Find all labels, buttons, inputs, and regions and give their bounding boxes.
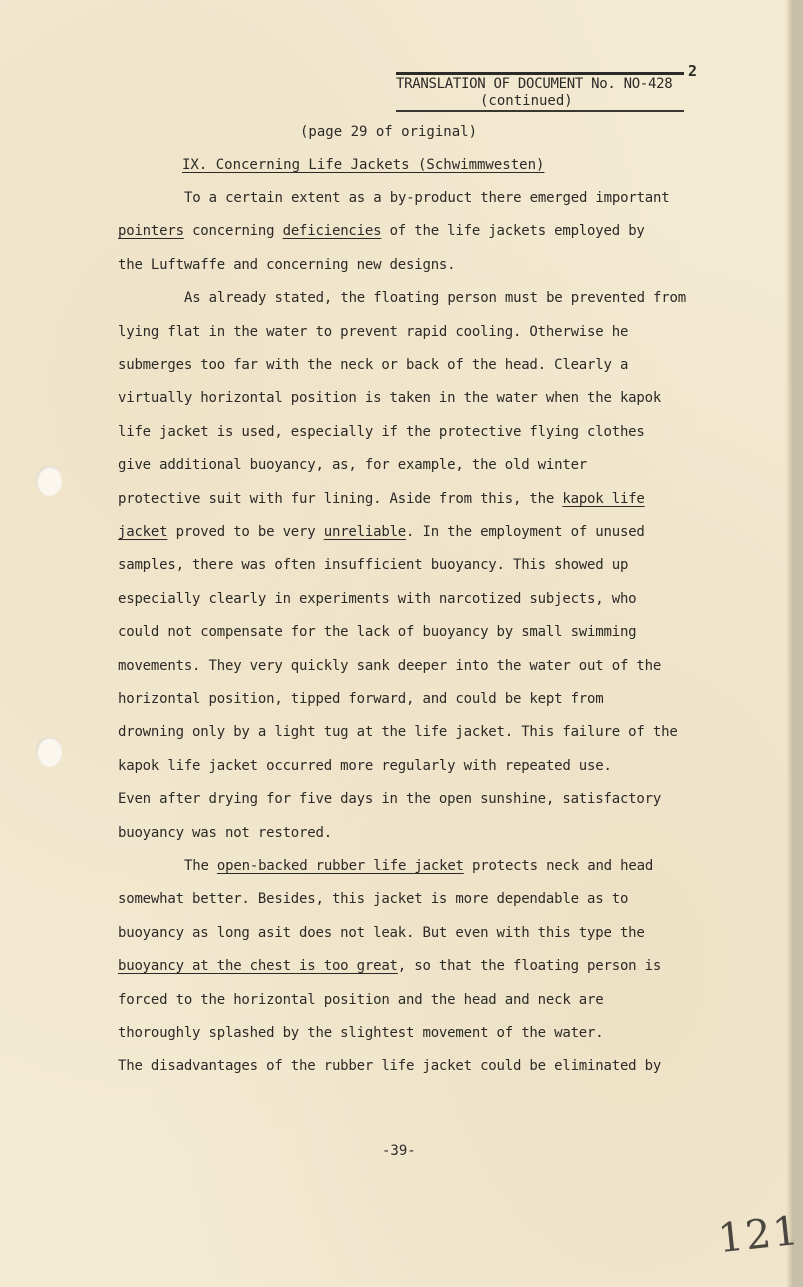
underlined-phrase: deficiencies — [282, 223, 382, 240]
underlined-phrase: jacket — [118, 524, 168, 540]
body-line — [118, 992, 604, 1008]
underlined-phrase: buoyancy at the chest is too great — [118, 958, 398, 975]
text-run: , so that the floating person is — [397, 958, 662, 975]
document-subtitle: (continued) — [480, 93, 573, 109]
body-line — [118, 658, 661, 674]
section-heading: IX. Concerning Life Jackets (Schwimmwesten) — [182, 157, 545, 173]
page-number: -39- — [382, 1143, 416, 1159]
body-line — [118, 758, 612, 774]
underlined-phrase: open-backed rubber life jacket — [216, 858, 464, 874]
document-title: TRANSLATION OF DOCUMENT No. NO-428 — [396, 76, 673, 92]
text-run: thoroughly splashed by the slightest movement of the water. — [118, 1025, 604, 1041]
text-run: forced to the horizontal position and the head and neck are — [118, 991, 604, 1008]
body-line — [118, 825, 332, 841]
body-line — [118, 324, 628, 340]
header-rule-bottom — [396, 110, 684, 112]
text-run: protects neck and head — [463, 858, 654, 874]
page-mark: 2 — [688, 62, 698, 80]
body-line — [118, 958, 661, 974]
body-line — [118, 591, 636, 607]
body-line — [118, 524, 645, 540]
body-line — [118, 223, 645, 239]
text-run: Even after drying for five days in the open sunshine, satisfactory — [118, 791, 662, 808]
body-line — [118, 891, 628, 907]
body-line — [118, 390, 661, 406]
body-line — [118, 1025, 604, 1041]
text-run: submerges too far with the neck or back of the head. Clearly a — [118, 357, 629, 373]
original-page-reference: (page 29 of original) — [300, 124, 478, 140]
body-line — [118, 557, 628, 573]
body-line — [184, 290, 686, 306]
body-line — [118, 424, 645, 440]
text-run: horizontal position, tipped forward, and could be kept from — [118, 691, 604, 707]
body-line — [184, 858, 653, 874]
text-run: could not compensate for the lack of buoyancy by small swimming — [118, 624, 637, 641]
text-run: To a certain extent as a by-product there emerged important — [184, 190, 670, 206]
body-line — [118, 624, 636, 640]
text-run: lying flat in the water to prevent rapid cooling. Otherwise he — [118, 323, 629, 340]
body-line — [184, 190, 670, 206]
text-run: concerning — [183, 223, 283, 240]
punch-hole-lower — [36, 737, 62, 767]
text-run: drowning only by a light tug at the life jacket. This failure of the — [118, 724, 678, 741]
text-run: As already stated, the floating person must be prevented from — [184, 290, 686, 307]
text-run: somewhat better. Besides, this jacket is more dependable as to — [118, 891, 629, 908]
text-run: life jacket is used, especially if the protective flying clothes — [118, 423, 645, 440]
body-line — [118, 491, 645, 507]
body-line — [118, 1058, 661, 1074]
body-line — [118, 357, 628, 373]
text-run: protective suit with fur lining. Aside from this, the — [118, 490, 563, 507]
body-line — [118, 457, 587, 473]
punch-hole-upper — [36, 466, 62, 496]
text-run: buoyancy was not restored. — [118, 824, 332, 841]
page-edge-shadow — [786, 0, 792, 1287]
body-line — [118, 691, 604, 707]
underlined-phrase: pointers — [118, 223, 184, 240]
text-run: proved to be very — [167, 524, 324, 540]
text-run: of the life jackets employed by — [381, 223, 645, 240]
text-run: buoyancy as long asit does not leak. But even with this type the — [118, 924, 645, 941]
body-line — [118, 791, 661, 807]
underlined-phrase: kapok life — [562, 490, 645, 507]
text-run: give additional buoyancy, as, for example, the old winter — [118, 457, 588, 474]
text-run: the Luftwaffe and concerning new designs. — [118, 256, 456, 273]
underlined-phrase: unreliable — [323, 524, 407, 540]
body-line — [118, 257, 455, 273]
text-run: The disadvantages of the rubber life jacket could be eliminated by — [118, 1058, 662, 1075]
text-run: kapok life jacket occurred more regularly with repeated use. — [118, 757, 612, 774]
text-run: especially clearly in experiments with narcotized subjects, who — [118, 590, 637, 607]
text-run: . In the employment of unused — [406, 524, 645, 540]
body-line — [118, 925, 645, 941]
body-line — [118, 724, 678, 740]
handwritten-archive-number: 121 — [715, 1207, 803, 1263]
text-run: virtually horizontal position is taken in the water when the kapok — [118, 390, 662, 407]
text-run: movements. They very quickly sank deeper into the water out of the — [118, 657, 662, 674]
text-run: samples, there was often insufficient buoyancy. This showed up — [118, 557, 629, 574]
header-rule-top — [396, 72, 684, 75]
text-run: The — [184, 858, 217, 874]
